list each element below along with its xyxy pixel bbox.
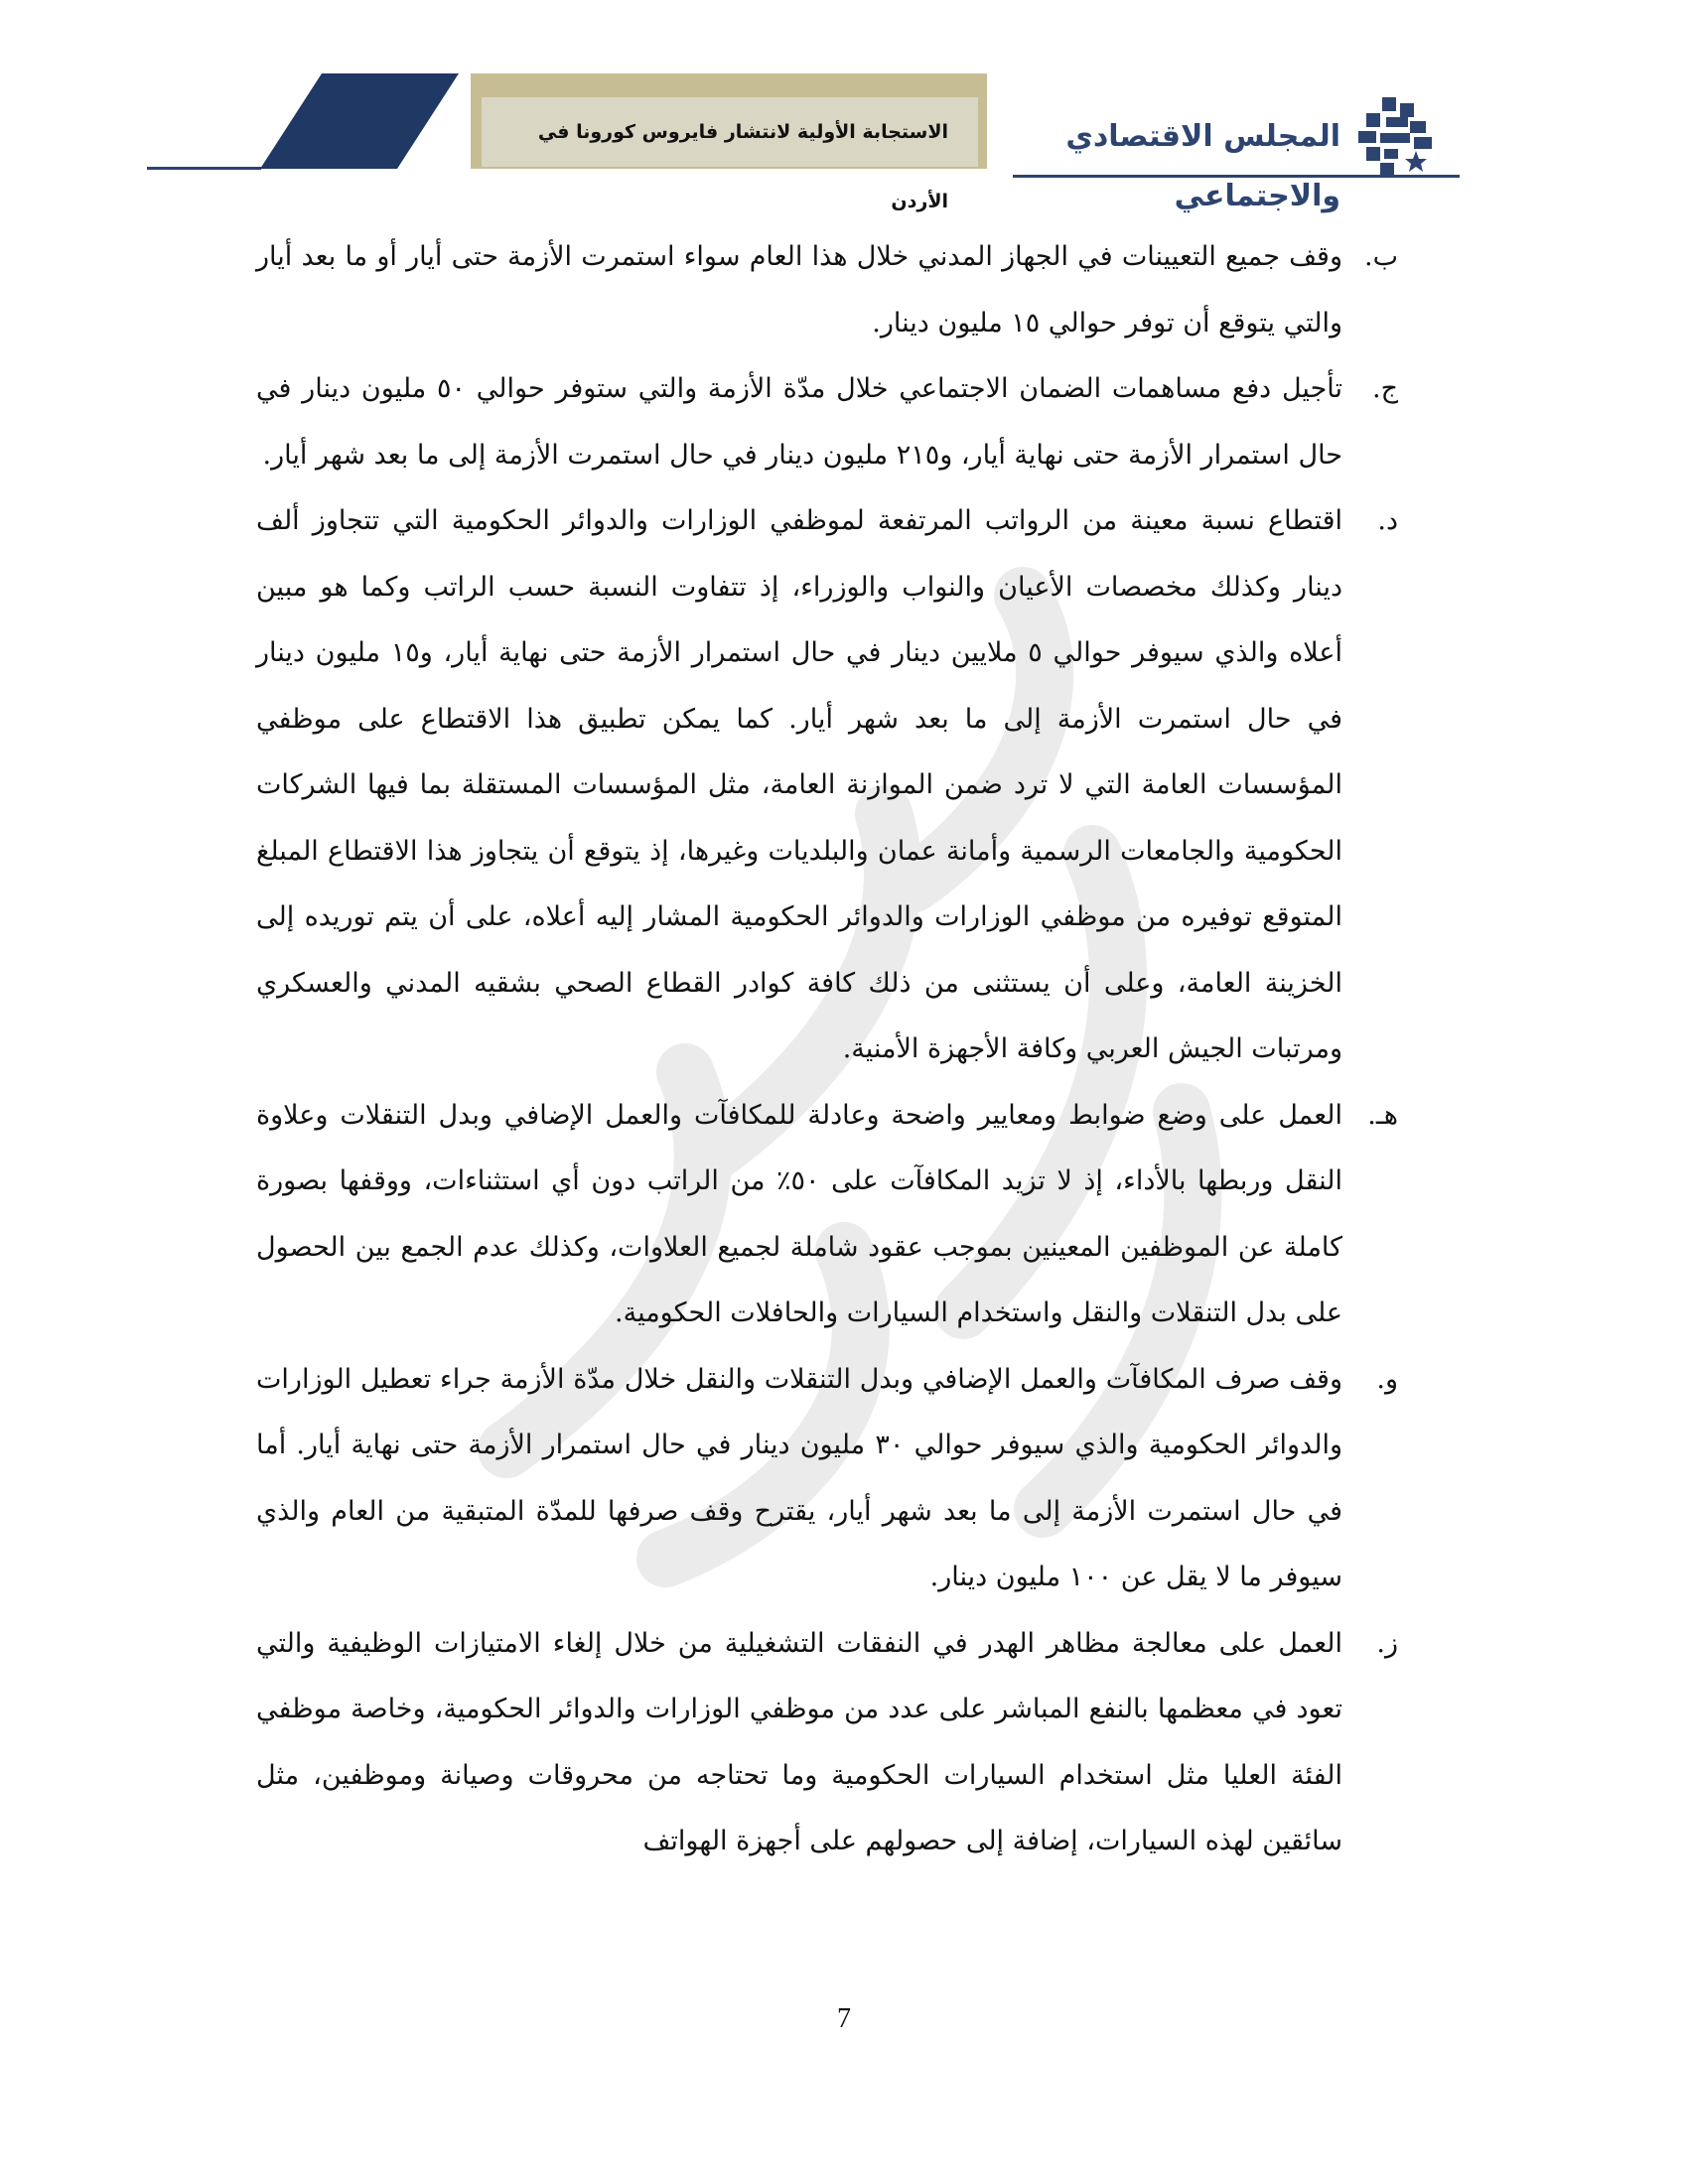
list-item bbox=[256, 356, 1398, 488]
page-number: 7 bbox=[837, 2003, 851, 2034]
organization-name: المجلس الاقتصادي والاجتماعي bbox=[1065, 119, 1340, 213]
list-marker: ز. bbox=[1376, 1627, 1398, 1659]
list-item-text: وقف صرف المكافآت والعمل الإضافي وبدل التنقلات والنقل خلال مدّة الأزمة جراء تعطيل الوزارات والدوائر الحكومية والذي سيوفر حوالي ٣٠ مليون دينار في حال استمرار الأزمة حتى نهاية أيار. أما في حال استمرت الأزمة إلى ما بعد شهر أيار، يقترح وقف صرفها للمدّة المتبقية من العام والذي سيوفر ما لا يقل عن ١٠٠ مليون دينار. bbox=[256, 1363, 1342, 1592]
list-marker: ب. bbox=[1363, 241, 1398, 272]
header-banner-title: الاستجابة الأولية لانتشار فايروس كورونا في الأردن bbox=[537, 121, 948, 212]
list-item-text: العمل على وضع ضوابط ومعايير واضحة وعادلة للمكافآت والعمل الإضافي وبدل التنقلات وعلاوة النقل وربطها بالأداء، إذ لا تزيد المكافآت على ٥٠٪ من الراتب دون أي استثناءات، ووقفها بصورة كاملة عن الموظفين المعينين بموجب عقود شاملة لجميع العلاوات، وكذلك عدم الجمع بين الحصول على بدل التنقلات والنقل واستخدام السيارات والحافلات الحكومية. bbox=[256, 1099, 1342, 1328]
list-item bbox=[256, 1083, 1398, 1347]
council-logo-icon bbox=[1352, 95, 1442, 179]
header-left-rule bbox=[147, 167, 261, 170]
document-body bbox=[256, 224, 1398, 1875]
list-marker: ج. bbox=[1371, 373, 1398, 404]
list-item-text: وقف جميع التعيينات في الجهاز المدني خلال هذا العام سواء استمرت الأزمة حتى أيار أو ما بعد أيار والتي يتوقع أن توفر حوالي ١٥ مليون دينار. bbox=[256, 241, 1342, 339]
list-item-text: العمل على معالجة مظاهر الهدر في النفقات التشغيلية من خلال إلغاء الامتيازات الوظيفية والتي تعود في معظمها بالنفع المباشر على عدد من موظفي الوزارات والدوائر الحكومية، وخاصة موظفي الفئة العليا مثل استخدام السيارات الحكومية وما تحتاجه من محروقات وصيانة وموظفين، مثل سائقين لهذه السيارات، إضافة إلى حصولهم على أجهزة الهواتف bbox=[256, 1627, 1342, 1856]
list-item bbox=[256, 488, 1398, 1083]
list-item-text: تأجيل دفع مساهمات الضمان الاجتماعي خلال مدّة الأزمة والتي ستوفر حوالي ٥٠ مليون دينار في حال استمرار الأزمة حتى نهاية أيار، و٢١٥ مليون دينار في حال استمرت الأزمة إلى ما بعد شهر أيار. bbox=[256, 373, 1343, 471]
list-item bbox=[256, 1611, 1398, 1875]
header-rule bbox=[1013, 175, 1460, 178]
list-marker: د. bbox=[1377, 505, 1398, 536]
list-item bbox=[256, 224, 1398, 356]
list-marker: هـ. bbox=[1367, 1099, 1398, 1131]
list-marker: و. bbox=[1376, 1363, 1398, 1395]
list-item bbox=[256, 1347, 1398, 1611]
header-navy-parallelogram bbox=[260, 73, 459, 169]
list-item-text: اقتطاع نسبة معينة من الرواتب المرتفعة لموظفي الوزارات والدوائر الحكومية التي تتجاوز ألف دينار وكذلك مخصصات الأعيان والنواب والوزراء، إذ تتفاوت النسبة حسب الراتب وكما هو مبين أعلاه والذي سيوفر حوالي ٥ ملايين دينار في حال استمرار الأزمة حتى نهاية أيار، و١٥ مليون دينار في حال استمرت الأزمة إلى ما بعد شهر أيار. كما يمكن تطبيق هذا الاقتطاع على موظفي المؤسسات العامة التي لا ترد ضمن الموازنة العامة، مثل المؤسسات المستقلة بما فيها الشركات الحكومية والجامعات الرسمية وأمانة عمان والبلديات وغيرها، إذ يتوقع أن يتجاوز هذا الاقتطاع المبلغ المتوقع توفيره من موظفي الوزارات والدوائر الحكومية المشار إليه أعلاه، على أن يتم توريده إلى الخزينة العامة، وعلى أن يستثنى من ذلك كافة كوادر القطاع الصحي بشقيه المدني والعسكري ومرتبات الجيش العربي وكافة الأجهزة الأمنية. bbox=[256, 505, 1342, 1064]
